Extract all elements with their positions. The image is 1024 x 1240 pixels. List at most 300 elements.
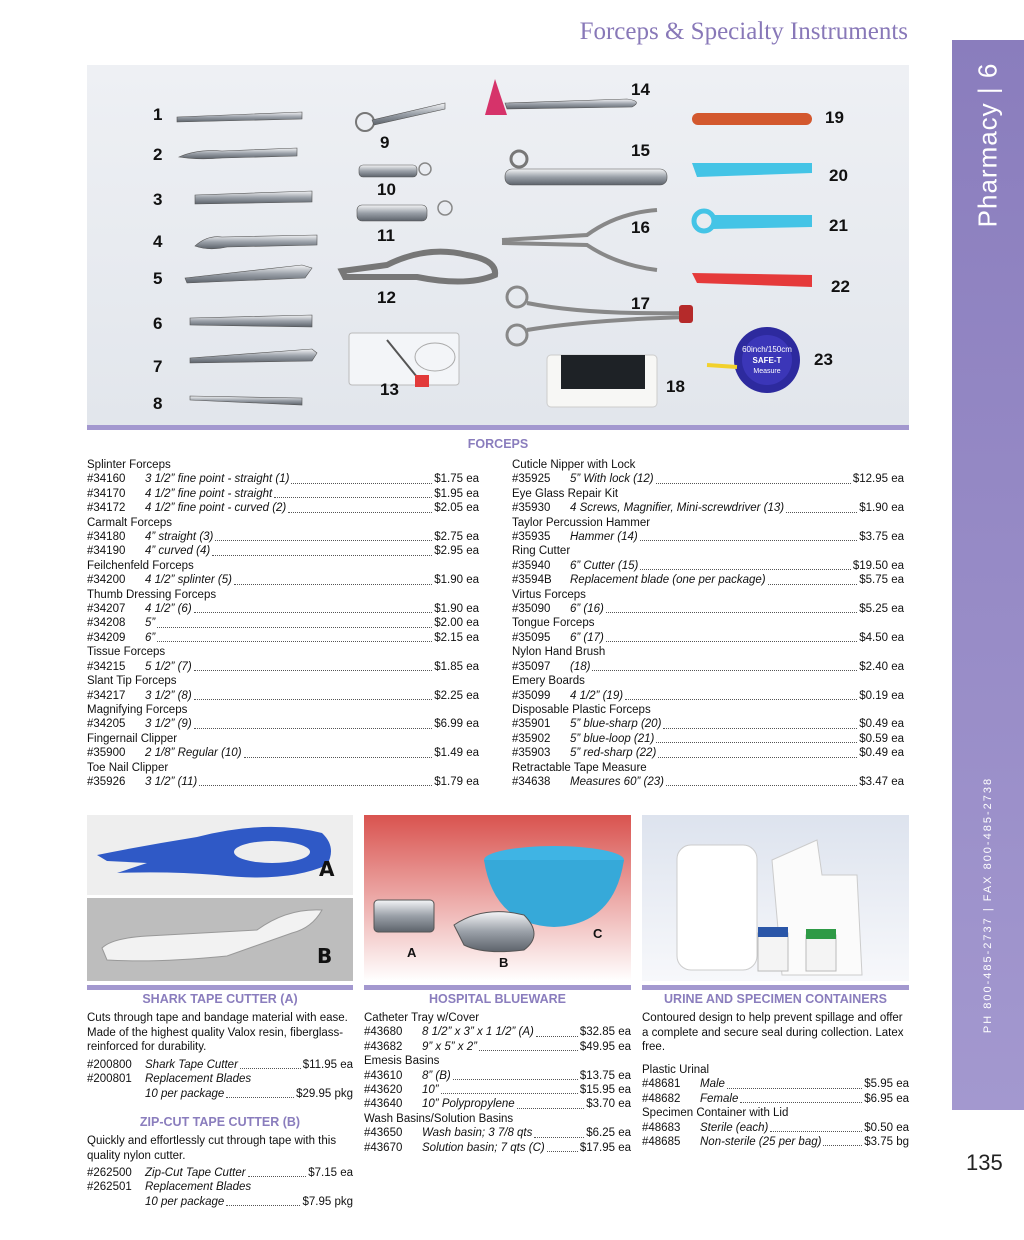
dot-leader xyxy=(157,616,432,627)
percussion-hammer-14 xyxy=(485,79,636,115)
item-price: $0.49 ea xyxy=(859,747,904,760)
dot-leader xyxy=(194,717,433,728)
tape-measure-23 xyxy=(707,327,800,393)
photo-label-16: 16 xyxy=(631,218,650,237)
item-code: #34209 xyxy=(87,631,126,644)
price-row xyxy=(512,717,904,731)
item-description: 4 1/2” splinter (5) xyxy=(145,574,232,587)
item-price: $3.75 ea xyxy=(859,531,904,544)
price-row xyxy=(512,573,904,587)
item-description: Solution basin; 7 qts (C) xyxy=(422,1141,545,1154)
forceps-divider xyxy=(87,425,909,430)
item-description: 6” (17) xyxy=(570,631,604,644)
item-price: $1.75 ea xyxy=(434,473,479,486)
eye-glass-repair-kit-13 xyxy=(349,333,459,387)
product-name: Feilchenfeld Forceps xyxy=(87,559,194,572)
item-description: 10” xyxy=(422,1084,439,1097)
item-code: #48683 xyxy=(642,1121,681,1134)
shark-divider xyxy=(87,985,353,990)
product-name: Specimen Container with Lid xyxy=(642,1107,789,1120)
dot-leader xyxy=(226,1195,300,1206)
price-row xyxy=(364,1083,631,1097)
item-price: $2.15 ea xyxy=(434,631,479,644)
photo-label-10: 10 xyxy=(377,180,396,199)
plastic-forceps-red-sharp-22 xyxy=(692,273,812,287)
dot-leader xyxy=(240,1058,301,1069)
dot-leader xyxy=(212,544,432,555)
forceps-5 xyxy=(185,265,312,283)
item-price: $2.05 ea xyxy=(434,502,479,515)
item-price: $5.25 ea xyxy=(859,603,904,616)
item-code: #43680 xyxy=(364,1026,403,1039)
dot-leader xyxy=(547,1141,578,1152)
item-description: (18) xyxy=(570,660,591,673)
item-description: Wash basin; 3 7/8 qts xyxy=(422,1127,533,1140)
price-row xyxy=(87,602,479,616)
urine-price-list xyxy=(642,1063,909,1149)
photo-label-20: 20 xyxy=(829,166,848,185)
photo-label-2: 2 xyxy=(153,145,163,164)
photo-label-11: 11 xyxy=(377,226,395,245)
photo-label-1: 1 xyxy=(153,105,163,124)
item-price: $1.90 ea xyxy=(434,603,479,616)
plastic-forceps-blue-sharp-20 xyxy=(692,163,812,177)
photo-label-15: 15 xyxy=(631,141,650,160)
price-row xyxy=(87,573,479,587)
price-row xyxy=(87,689,479,703)
dot-leader xyxy=(640,559,850,570)
forceps-4 xyxy=(195,235,317,249)
urine-containers-illustration xyxy=(642,815,909,981)
price-row xyxy=(512,732,904,746)
item-price: $15.95 ea xyxy=(579,1084,631,1097)
product-name: Eye Glass Repair Kit xyxy=(512,487,619,500)
item-description: 10 per package xyxy=(145,1195,225,1208)
item-price: $6.25 ea xyxy=(586,1127,631,1140)
zipcut-cutter-illustration xyxy=(87,898,353,981)
item-code: #43620 xyxy=(364,1084,403,1097)
dot-leader xyxy=(244,746,433,757)
fingernail-clipper-10 xyxy=(359,163,431,177)
product-name: Cuticle Nipper with Lock xyxy=(512,459,636,471)
price-row xyxy=(87,717,479,731)
dot-leader xyxy=(625,689,857,700)
product-name: Slant Tip Forceps xyxy=(87,675,177,688)
item-code: #34208 xyxy=(87,617,126,630)
product-name: Emery Boards xyxy=(512,675,585,688)
forceps-7 xyxy=(190,349,317,363)
photo-label-21: 21 xyxy=(829,216,848,235)
item-code: #35903 xyxy=(512,747,551,760)
item-description: 6” xyxy=(145,631,156,644)
item-description: Non-sterile (25 per bag) xyxy=(700,1136,822,1149)
item-price: $19.50 ea xyxy=(852,559,904,572)
item-code: #34160 xyxy=(87,473,126,486)
dot-leader xyxy=(536,1025,578,1036)
phone-fax: PH 800-485-2737 | FAX 800-485-2738 xyxy=(982,776,994,1034)
price-row xyxy=(512,660,904,674)
zipcut-price-list xyxy=(87,1166,353,1209)
item-price: $6.95 ea xyxy=(864,1092,909,1105)
item-description: 3 1/2” (11) xyxy=(145,775,198,788)
price-row xyxy=(642,1092,909,1106)
item-code xyxy=(87,1087,145,1101)
item-description: 4 1/2” (6) xyxy=(145,603,192,616)
item-code: #3594B xyxy=(512,574,552,587)
shark-description: Cuts through tape and bandage material with ease. Made of the highest quality Valox resin, fiberglass-reinforced for durability. xyxy=(87,1012,348,1054)
dot-leader xyxy=(157,631,432,642)
product-name: Carmalt Forceps xyxy=(87,516,172,529)
blueware-price-list xyxy=(364,1011,631,1155)
zipcut-description: Quickly and effortlessly cut through tape with this quality nylon cutter. xyxy=(87,1135,337,1162)
item-description: 4 Screws, Magnifier, Mini-screwdriver (13) xyxy=(570,502,785,515)
photo-label-22: 22 xyxy=(831,277,850,296)
price-row xyxy=(87,660,479,674)
item-price: $2.75 ea xyxy=(434,531,479,544)
item-description: 4 1/2” fine point - straight xyxy=(145,487,273,500)
item-code: #34172 xyxy=(87,502,126,515)
item-code: #35935 xyxy=(512,531,551,544)
photo-label-6: 6 xyxy=(153,314,163,333)
item-price: $1.49 ea xyxy=(434,747,479,760)
photo-label-5: 5 xyxy=(153,269,163,288)
price-row xyxy=(512,530,904,544)
toe-nail-clipper-11 xyxy=(357,201,452,221)
price-row xyxy=(87,472,479,486)
product-name: Magnifying Forceps xyxy=(87,703,188,716)
item-description: 3 1/2” (9) xyxy=(145,718,192,731)
zipcut-cutter-photo xyxy=(87,898,353,981)
price-row xyxy=(87,631,479,645)
page-number: 135 xyxy=(966,1150,1003,1175)
item-code: #34170 xyxy=(87,487,126,500)
product-name: Plastic Urinal xyxy=(642,1064,710,1076)
dot-leader xyxy=(215,530,432,541)
item-code: #34215 xyxy=(87,660,126,673)
item-code: #35099 xyxy=(512,689,551,702)
price-row xyxy=(512,775,904,789)
item-code: #43682 xyxy=(364,1040,403,1053)
item-description: 4” straight (3) xyxy=(145,531,214,544)
shark-price-list xyxy=(87,1058,353,1101)
photo-label-13: 13 xyxy=(380,380,399,399)
product-name: Splinter Forceps xyxy=(87,459,171,471)
item-description: Shark Tape Cutter xyxy=(145,1059,238,1071)
item-description: Replacement Blades xyxy=(145,1181,252,1194)
photo-label-14: 14 xyxy=(631,80,650,99)
tape-measure-sub: Measure xyxy=(753,368,781,375)
item-code: #43610 xyxy=(364,1069,403,1082)
price-row xyxy=(87,1166,353,1180)
item-row-note xyxy=(87,1072,353,1086)
photo-label-9: 9 xyxy=(380,133,390,152)
zipcut-label-b: B xyxy=(317,944,333,968)
dot-leader xyxy=(666,775,857,786)
price-row xyxy=(364,1040,631,1054)
item-code: #262500 xyxy=(87,1167,132,1179)
price-row xyxy=(87,530,479,544)
item-description: 8 1/2” x 3” x 1 1/2” (A) xyxy=(422,1026,534,1039)
item-price: $12.95 ea xyxy=(852,473,904,486)
item-code: #34200 xyxy=(87,574,126,587)
forceps-2 xyxy=(179,148,297,159)
blueware-divider xyxy=(364,985,631,990)
dot-leader xyxy=(656,472,851,483)
item-code: #34190 xyxy=(87,545,126,558)
item-description: 9” x 5” x 2” xyxy=(422,1040,477,1053)
item-description: Measures 60” (23) xyxy=(570,775,664,788)
dot-leader xyxy=(740,1092,862,1103)
item-price: $5.95 ea xyxy=(864,1078,909,1091)
item-code: #35090 xyxy=(512,603,551,616)
item-code: #34205 xyxy=(87,718,126,731)
shark-cutter-photo xyxy=(87,815,353,895)
item-code: #35940 xyxy=(512,559,551,572)
product-name: Retractable Tape Measure xyxy=(512,761,647,774)
zipcut-heading: ZIP-CUT TAPE CUTTER (B) xyxy=(139,1115,301,1129)
price-row xyxy=(87,616,479,630)
item-code: #35095 xyxy=(512,631,551,644)
item-code: #48681 xyxy=(642,1078,681,1091)
item-price: $3.75 bg xyxy=(864,1136,909,1149)
item-price: $29.95 pkg xyxy=(296,1087,353,1100)
item-price: $2.95 ea xyxy=(434,545,479,558)
price-row xyxy=(87,1195,353,1209)
forceps-1 xyxy=(177,112,302,122)
item-code: #34207 xyxy=(87,603,126,616)
emery-board-19 xyxy=(692,113,812,125)
item-price: $5.75 ea xyxy=(859,574,904,587)
item-price: $11.95 ea xyxy=(302,1059,353,1071)
price-row xyxy=(512,559,904,573)
side-tab-label: Pharmacy | 6 xyxy=(972,62,1003,228)
item-code: #35930 xyxy=(512,502,551,515)
urine-heading: URINE AND SPECIMEN CONTAINERS xyxy=(664,992,887,1006)
item-description: 2 1/8” Regular (10) xyxy=(145,747,242,760)
photo-label-18: 18 xyxy=(666,377,685,396)
dot-leader xyxy=(592,660,857,671)
item-price: $7.15 ea xyxy=(308,1167,353,1179)
item-price: $0.19 ea xyxy=(859,689,904,702)
price-row xyxy=(512,501,904,515)
dot-leader xyxy=(441,1083,578,1094)
item-price: $6.99 ea xyxy=(434,718,479,731)
item-description: Female xyxy=(700,1092,739,1105)
product-name: Catheter Tray w/Cover xyxy=(364,1012,480,1024)
dot-leader xyxy=(727,1077,862,1088)
dot-leader xyxy=(234,573,432,584)
plastic-forceps-blue-loop-21 xyxy=(694,211,812,231)
blueware-photo xyxy=(364,815,631,981)
price-row xyxy=(87,487,479,501)
item-price: $3.70 ea xyxy=(586,1098,631,1111)
product-name: Taylor Percussion Hammer xyxy=(512,516,651,529)
item-price: $0.49 ea xyxy=(859,718,904,731)
product-name: Wash Basins/Solution Basins xyxy=(364,1112,514,1125)
price-row xyxy=(642,1135,909,1149)
instruments-photo xyxy=(87,65,909,425)
item-price: $1.79 ea xyxy=(434,775,479,788)
forceps-3 xyxy=(195,191,312,204)
item-description: Sterile (each) xyxy=(700,1121,769,1134)
tape-measure-text: 60inch/150cm xyxy=(742,345,792,354)
item-description: 5” xyxy=(145,617,156,630)
item-code: #35097 xyxy=(512,660,551,673)
item-description: Hammer (14) xyxy=(570,531,638,544)
product-name: Thumb Dressing Forceps xyxy=(87,588,217,601)
item-description: 8” (B) xyxy=(422,1069,451,1082)
dot-leader xyxy=(194,602,433,613)
side-tab-label-wrap xyxy=(952,40,1024,250)
item-description: 5” blue-sharp (20) xyxy=(570,718,662,731)
photo-label-17: 17 xyxy=(631,294,650,313)
dot-leader xyxy=(656,732,857,743)
price-row xyxy=(512,602,904,616)
price-row xyxy=(87,746,479,760)
dot-leader xyxy=(770,1121,862,1132)
item-price: $13.75 ea xyxy=(579,1069,631,1082)
item-description: 5” blue-loop (21) xyxy=(570,732,655,745)
item-code: #35925 xyxy=(512,473,551,486)
dot-leader xyxy=(786,501,857,512)
price-row xyxy=(364,1126,631,1140)
cuticle-nipper-12 xyxy=(342,252,495,282)
dot-leader xyxy=(823,1135,862,1146)
item-description: 4 1/2” fine point - curved (2) xyxy=(145,502,287,515)
item-code: #200801 xyxy=(87,1073,132,1086)
dot-leader xyxy=(658,746,857,757)
product-name: Tissue Forceps xyxy=(87,646,166,659)
shark-cutter-illustration xyxy=(87,815,353,895)
price-row xyxy=(87,501,479,515)
price-row xyxy=(87,544,479,558)
tape-measure-brand: SAFE-T xyxy=(752,356,782,365)
dot-leader xyxy=(274,487,432,498)
item-description: 5 1/2” (7) xyxy=(145,660,192,673)
tongue-forceps-17 xyxy=(507,287,693,345)
price-row xyxy=(364,1141,631,1155)
price-row xyxy=(364,1069,631,1083)
item-price: $0.50 ea xyxy=(864,1121,909,1134)
product-name: Disposable Plastic Forceps xyxy=(512,703,651,716)
product-name: Virtus Forceps xyxy=(512,588,586,601)
item-code: #34638 xyxy=(512,775,551,788)
item-code: #43650 xyxy=(364,1127,403,1140)
product-name: Emesis Basins xyxy=(364,1055,440,1068)
product-name: Ring Cutter xyxy=(512,545,571,558)
item-code: #200800 xyxy=(87,1059,132,1071)
forceps-6 xyxy=(190,315,312,327)
item-price: $1.90 ea xyxy=(434,574,479,587)
phone-fax-wrap xyxy=(978,776,998,1034)
item-price: $4.50 ea xyxy=(859,631,904,644)
item-code: #35902 xyxy=(512,732,551,745)
item-price: $1.85 ea xyxy=(434,660,479,673)
item-price: $49.95 ea xyxy=(579,1040,631,1053)
price-row xyxy=(87,1087,353,1101)
item-price: $7.95 pkg xyxy=(302,1195,353,1208)
dot-leader xyxy=(517,1097,585,1108)
price-row xyxy=(642,1077,909,1091)
urine-containers-photo xyxy=(642,815,909,981)
item-code: #35901 xyxy=(512,718,551,731)
price-row xyxy=(512,746,904,760)
item-price: $3.47 ea xyxy=(859,775,904,788)
dot-leader xyxy=(663,717,857,728)
item-code: #48682 xyxy=(642,1092,681,1105)
price-row xyxy=(512,472,904,486)
item-price: $1.95 ea xyxy=(434,487,479,500)
item-code: #262501 xyxy=(87,1181,132,1194)
urine-description: Contoured design to help prevent spillage and offer a complete and secure seal during collection. Latex free. xyxy=(642,1012,904,1054)
product-name: Nylon Hand Brush xyxy=(512,646,606,659)
dot-leader xyxy=(453,1069,578,1080)
item-price: $2.00 ea xyxy=(434,617,479,630)
photo-label-8: 8 xyxy=(153,394,163,413)
item-description: 3 1/2” fine point - straight (1) xyxy=(145,473,290,486)
photo-label-7: 7 xyxy=(153,357,163,376)
blueware-illustration xyxy=(364,815,631,981)
dot-leader xyxy=(606,602,857,613)
product-name: Toe Nail Clipper xyxy=(87,761,169,774)
price-row xyxy=(364,1025,631,1039)
item-row-note xyxy=(87,1180,353,1194)
dot-leader xyxy=(479,1040,578,1051)
blueware-label-a: A xyxy=(407,945,417,960)
forceps-8 xyxy=(190,396,302,405)
dot-leader xyxy=(248,1166,307,1177)
item-price: $17.95 ea xyxy=(579,1141,631,1154)
dot-leader xyxy=(768,573,858,584)
photo-label-12: 12 xyxy=(377,288,396,307)
product-name: Fingernail Clipper xyxy=(87,732,178,745)
item-description: 5” With lock (12) xyxy=(570,473,654,486)
blueware-label-b: B xyxy=(499,955,509,970)
item-description: Replacement Blades xyxy=(145,1073,252,1086)
item-description: Zip-Cut Tape Cutter xyxy=(145,1167,246,1179)
photo-label-3: 3 xyxy=(153,190,163,209)
dot-leader xyxy=(534,1126,584,1137)
page-title: Forceps & Specialty Instruments xyxy=(579,18,908,45)
product-name: Tongue Forceps xyxy=(512,617,595,630)
shark-heading: SHARK TAPE CUTTER (A) xyxy=(142,992,298,1006)
item-description: 4 1/2” (19) xyxy=(570,689,624,702)
price-row xyxy=(87,775,479,789)
item-description: 4” curved (4) xyxy=(145,545,211,558)
price-row xyxy=(642,1121,909,1135)
item-price: $2.25 ea xyxy=(434,689,479,702)
item-code: #35900 xyxy=(87,747,126,760)
item-description: 10 per package xyxy=(145,1087,225,1100)
dot-leader xyxy=(291,472,432,483)
item-description: Replacement blade (one per package) xyxy=(570,574,766,587)
price-row xyxy=(87,1058,353,1072)
item-code: #35926 xyxy=(87,775,126,788)
price-row xyxy=(512,631,904,645)
item-code: #48685 xyxy=(642,1136,681,1149)
dot-leader xyxy=(199,775,432,786)
blueware-label-c: C xyxy=(593,926,603,941)
item-code: #34217 xyxy=(87,689,126,702)
dot-leader xyxy=(288,501,432,512)
forceps-heading: FORCEPS xyxy=(467,437,529,451)
dot-leader xyxy=(226,1087,294,1098)
forceps-list-right xyxy=(512,458,904,789)
item-code: #43670 xyxy=(364,1141,403,1154)
photo-label-19: 19 xyxy=(825,108,844,127)
item-code: #43640 xyxy=(364,1098,403,1111)
photo-label-23: 23 xyxy=(814,350,833,369)
